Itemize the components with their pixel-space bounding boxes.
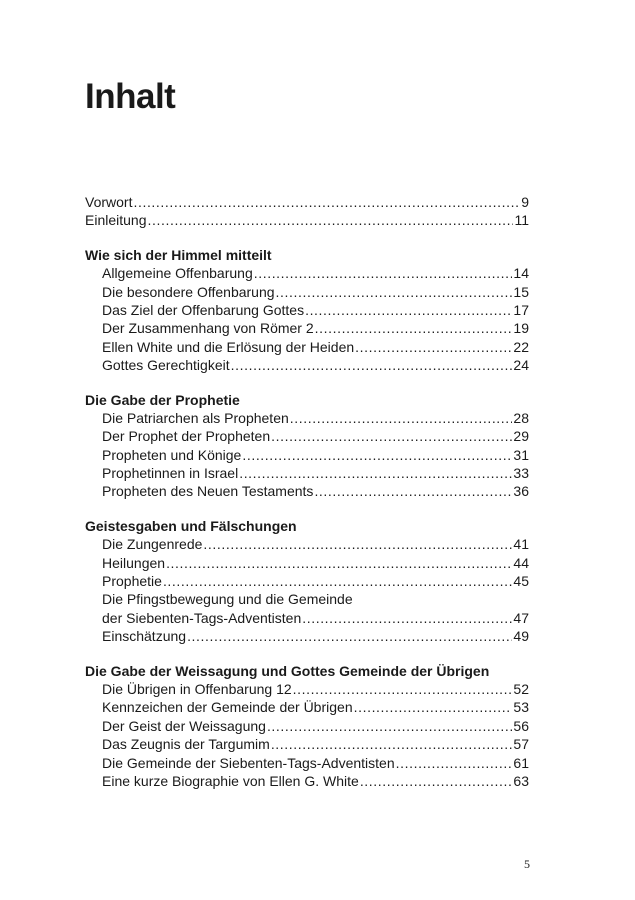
page-title: Inhalt xyxy=(85,77,176,116)
toc-entry xyxy=(85,698,529,716)
toc-leader-dots xyxy=(242,446,512,464)
toc-page-number: 56 xyxy=(513,717,529,734)
toc-entry xyxy=(85,356,529,374)
toc-entry-line xyxy=(85,590,529,608)
toc-leader-dots xyxy=(203,535,512,553)
toc-entry-title: Allgemeine Offenbarung xyxy=(102,265,253,282)
toc-leader-dots xyxy=(396,754,513,772)
toc-leader-dots xyxy=(231,356,513,374)
toc-page-number: 53 xyxy=(513,699,529,716)
toc-page-number: 36 xyxy=(513,483,529,500)
toc-entry xyxy=(85,535,529,553)
toc-entry xyxy=(85,338,529,356)
toc-entry xyxy=(85,193,529,211)
toc-leader-dots xyxy=(267,717,512,735)
toc-page-number: 28 xyxy=(513,409,529,426)
toc-page-number: 61 xyxy=(513,754,529,771)
toc-entry-title: Vorwort xyxy=(85,194,133,210)
toc-page-number: 29 xyxy=(513,428,529,445)
toc-entry xyxy=(85,446,529,464)
toc-entry xyxy=(85,264,529,282)
toc-entry-title: Heilungen xyxy=(102,554,166,571)
toc-entry xyxy=(85,409,529,427)
toc-page-number: 45 xyxy=(513,573,529,590)
toc-entry-title: Die Zungenrede xyxy=(102,536,203,553)
toc-leader-dots xyxy=(239,464,512,482)
toc-entry-title: Die Übrigen in Offenbarung 12 xyxy=(102,680,292,697)
section-heading: Wie sich der Himmel mitteilt xyxy=(85,246,272,263)
toc-entry xyxy=(85,627,529,645)
toc-entry xyxy=(85,772,529,790)
page-number: 5 xyxy=(524,857,530,871)
toc-entry-title: der Siebenten-Tags-Adventisten xyxy=(102,609,302,626)
toc-entry xyxy=(85,427,529,445)
toc-entry xyxy=(85,319,529,337)
toc-entry-title: Die Pfingstbewegung und die Gemeinde xyxy=(102,591,353,608)
toc-page-number: 15 xyxy=(513,283,529,300)
toc-entry-title: Der Prophet der Propheten xyxy=(102,428,271,445)
toc-leader-dots xyxy=(271,427,512,445)
toc-leader-dots xyxy=(271,735,513,753)
toc-entry-title: Das Ziel der Offenbarung Gottes xyxy=(102,301,305,318)
toc-entry xyxy=(85,572,529,590)
toc-entry-title: Der Zusammenhang von Römer 2 xyxy=(102,320,314,337)
toc-leader-dots xyxy=(133,193,520,211)
toc-page-number: 9 xyxy=(521,194,529,210)
toc-leader-dots xyxy=(360,772,513,790)
toc-entry xyxy=(85,754,529,772)
toc-leader-dots xyxy=(187,627,512,645)
toc-entry-title: Die Gemeinde der Siebenten-Tags-Adventisten xyxy=(102,754,395,771)
toc-page-number: 17 xyxy=(513,301,529,318)
toc-entry xyxy=(85,717,529,735)
toc-page-number: 49 xyxy=(513,628,529,645)
toc-entry xyxy=(85,735,529,753)
toc-entry-title: Die besondere Offenbarung xyxy=(102,283,275,300)
toc-entry-title: Einleitung xyxy=(85,212,147,229)
toc-page-number: 44 xyxy=(513,554,529,571)
toc-leader-dots xyxy=(148,211,514,229)
section-heading: Die Gabe der Weissagung und Gottes Gemeinde der Übrigen xyxy=(85,662,490,679)
toc-page-number: 57 xyxy=(513,736,529,753)
toc-leader-dots xyxy=(315,319,513,337)
section-heading: Die Gabe der Prophetie xyxy=(85,391,240,408)
toc-leader-dots xyxy=(314,482,512,500)
toc-page-number: 47 xyxy=(513,609,529,626)
toc-entry-title: Eine kurze Biographie von Ellen G. White xyxy=(102,772,359,789)
toc-entry xyxy=(85,301,529,319)
toc-entry xyxy=(85,554,529,572)
toc-entry-title: Propheten und Könige xyxy=(102,446,242,463)
toc-entry-title: Prophetie xyxy=(102,573,162,590)
toc-leader-dots xyxy=(302,609,512,627)
toc-leader-dots xyxy=(354,698,513,716)
toc-page-number: 52 xyxy=(513,680,529,697)
toc-leader-dots xyxy=(163,572,512,590)
toc-entry-title: Der Geist der Weissagung xyxy=(102,717,266,734)
toc-entry xyxy=(85,211,529,229)
toc-entry-title: Prophetinnen in Israel xyxy=(102,465,239,482)
toc-page-number: 11 xyxy=(514,212,529,229)
toc-leader-dots xyxy=(305,301,512,319)
toc-entry xyxy=(85,482,529,500)
toc-leader-dots xyxy=(254,264,513,282)
toc-entry xyxy=(85,464,529,482)
toc-page-number: 24 xyxy=(513,357,529,374)
toc-page-number: 41 xyxy=(513,536,529,553)
toc-page-number: 33 xyxy=(513,465,529,482)
toc-page-number: 63 xyxy=(513,772,529,789)
section-heading: Geistesgaben und Fälschungen xyxy=(85,517,297,534)
toc-entry xyxy=(85,609,529,627)
toc-entry-title: Ellen White und die Erlösung der Heiden xyxy=(102,338,355,355)
toc-leader-dots xyxy=(166,554,512,572)
toc-entry-title: Kennzeichen der Gemeinde der Übrigen xyxy=(102,699,353,716)
toc-entry-title: Die Patriarchen als Propheten xyxy=(102,409,289,426)
toc-page-number: 14 xyxy=(513,265,529,282)
toc-entry-title: Gottes Gerechtigkeit xyxy=(102,357,230,374)
toc-page-number: 22 xyxy=(513,338,529,355)
toc-leader-dots xyxy=(276,283,513,301)
table-of-contents xyxy=(85,193,529,790)
toc-page-number: 19 xyxy=(513,320,529,337)
toc-page-number: 31 xyxy=(513,446,529,463)
toc-entry-title: Das Zeugnis der Targumim xyxy=(102,736,270,753)
toc-entry xyxy=(85,283,529,301)
toc-entry xyxy=(85,680,529,698)
toc-leader-dots xyxy=(290,409,513,427)
toc-leader-dots xyxy=(293,680,513,698)
toc-leader-dots xyxy=(355,338,512,356)
toc-entry-title: Propheten des Neuen Testaments xyxy=(102,483,314,500)
toc-entry-title: Einschätzung xyxy=(102,628,187,645)
